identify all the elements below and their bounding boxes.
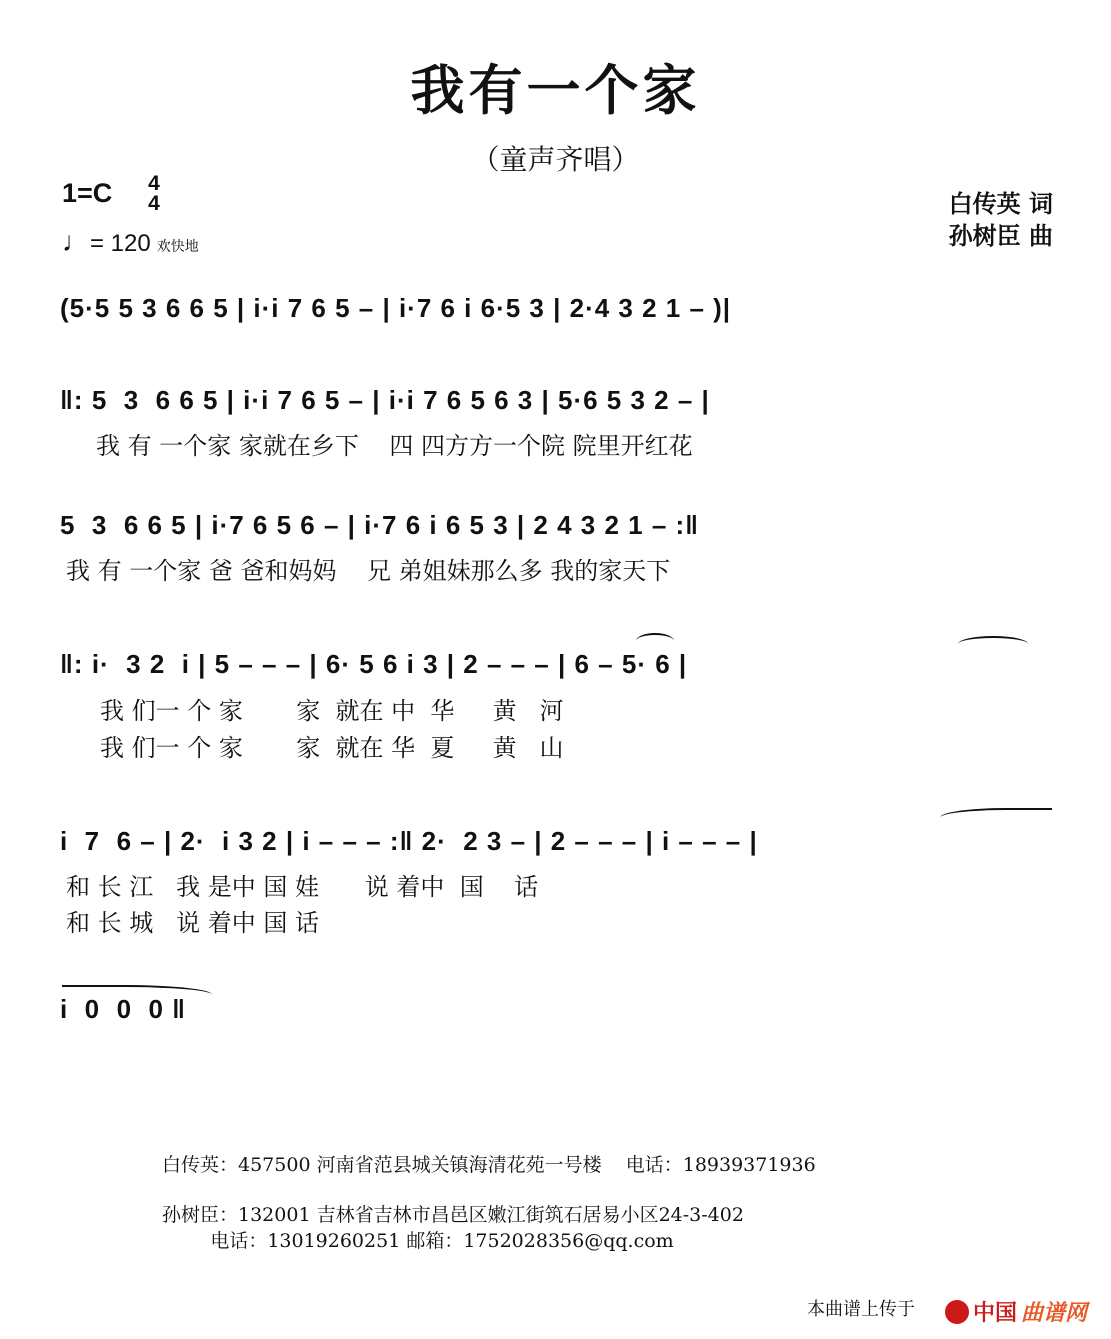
slur-mark [636,633,674,649]
contact-lyricist: 白传英：457500 河南省范县城关镇海清花苑一号楼 电话：18939371936 [162,1154,816,1176]
tie-mark [940,808,1052,824]
tempo-marking [62,226,199,258]
lyric-line-3b: 我 们一 个 家 家 就在 华 夏 黄 山 [100,734,564,762]
contact-composer: 孙树臣：132001 吉林省吉林市昌邑区嫩江街筑石居易小区24-3-402 [162,1204,744,1226]
lyric-line-4b: 和 长 城 说 着中 国 话 [66,909,320,937]
time-signature [143,174,165,214]
logo-icon [945,1300,969,1324]
time-signature-top: 4 [148,172,160,195]
lyric-line-3a: 我 们一 个 家 家 就在 中 华 黄 河 [100,697,564,725]
lyric-line-2: 我 有 一个家 爸 爸和妈妈 兄 弟姐妹那么多 我的家天下 [66,557,671,585]
slur-mark [958,636,1028,652]
composer-credit: 孙树臣 曲 [948,221,1053,250]
upload-source-text: 本曲谱上传于 [807,1299,915,1319]
time-signature-bottom: 4 [148,192,160,215]
song-title: 我有一个家 [410,58,701,122]
tempo-expression: 欢快地 [156,238,199,254]
key-signature: 1=C [62,178,113,208]
lyric-line-4a: 和 长 江 我 是中 国 娃 说 着中 国 话 [66,873,539,901]
lyricist-credit: 白传英 词 [948,189,1053,218]
song-subtitle: （童声齐唱） [471,143,640,176]
tempo-value: = 120 [90,230,151,257]
notation-line-intro: (5·5 5 3 6 6 5 | i·i 7 6 5 – | i·7 6 i 6·5 3 | 2·4 3 2 1 – )| [60,293,732,323]
notation-line-final: i 0 0 0 ‖ [60,994,187,1024]
logo-sub-text: 曲谱网 [1020,1300,1087,1325]
lyric-line-1: 我 有 一个家 家就在乡下 四 四方方一个院 院里开红花 [96,432,693,460]
site-logo[interactable] [945,1296,1087,1327]
notation-line-2: 5 3 6 6 5 | i·7 6 5 6 – | i·7 6 i 6 5 3 | 2 4 3 2 1 – :‖ [60,510,700,540]
notation-line-3: ‖: i· 3 2 i | 5 – – – | 6· 5 6 i 3 | 2 – – – | 6 – 5· 6 | [60,649,688,679]
logo-main-text: 中国 [972,1300,1017,1325]
contact-composer-phone-email: 电话：13019260251 邮箱：1752028356@qq.com [162,1230,674,1252]
notation-line-4: i 7 6 – | 2· i 3 2 | i – – – :‖ 2· 2 3 – | 2 – – – | i – – – | [60,826,758,856]
notation-line-1: ‖: 5 3 6 6 5 | i·i 7 6 5 – | i·i 7 6 5 6 3 | 5·6 5 3 2 – | [60,385,710,415]
quarter-note-icon: ♩ [62,226,90,257]
